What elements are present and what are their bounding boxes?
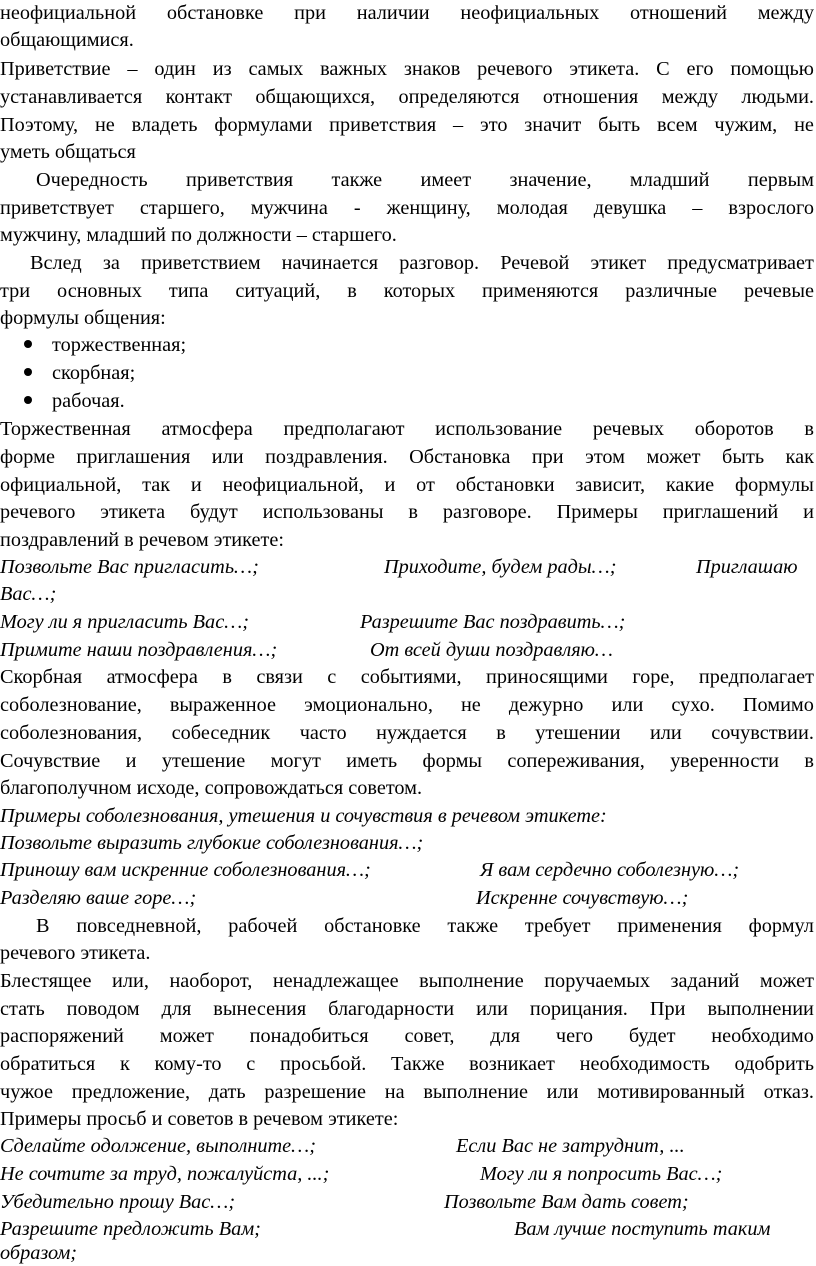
word: повседневной,: [76, 915, 202, 937]
text-line: [0, 1023, 814, 1049]
word: речевые: [743, 280, 814, 302]
word: дежурно: [508, 694, 584, 716]
word: событиями,: [360, 666, 462, 688]
word: порицания.: [529, 998, 628, 1020]
word: быть: [722, 446, 765, 468]
word: часто: [299, 722, 347, 744]
word: формулами: [214, 114, 313, 136]
word: отношений: [630, 2, 727, 24]
example-phrase: Разрешите Вас поздравить…;: [360, 611, 626, 633]
word: Скорбная: [0, 666, 83, 688]
text-line: [0, 664, 814, 690]
example-phrase: Могу ли я попросить Вас…;: [480, 1163, 723, 1185]
text-line: [36, 167, 814, 193]
word: или: [211, 446, 244, 468]
text-line: [0, 996, 814, 1022]
word: разрешение: [264, 1081, 367, 1103]
word: речевых: [592, 418, 665, 440]
word: сухо.: [671, 694, 715, 716]
word: при: [294, 2, 326, 24]
word: Очередность: [36, 169, 148, 191]
word: одобрить: [734, 1053, 814, 1075]
word: собеседник: [171, 722, 271, 744]
text-line: [0, 112, 814, 138]
example-phrase: образом;: [0, 1242, 78, 1264]
bullet-icon: [24, 368, 32, 376]
word: так: [142, 474, 171, 496]
word: С: [656, 58, 670, 80]
word: к: [119, 1053, 130, 1075]
example-phrase: Позвольте выразить глубокие соболезнования…;: [0, 832, 424, 854]
word: от: [416, 474, 435, 496]
word: Также: [390, 1053, 445, 1075]
word: наличии: [356, 2, 430, 24]
word: Речевой: [500, 252, 570, 274]
word: Торжественная: [0, 418, 131, 440]
word: неофициальных: [460, 2, 600, 24]
word: поводом: [66, 998, 140, 1020]
word: может: [159, 1025, 214, 1047]
text-line: [0, 720, 814, 746]
word: стать: [0, 998, 45, 1020]
word: между: [661, 86, 718, 108]
word: как: [785, 446, 814, 468]
text-line: [0, 499, 814, 525]
word: –: [453, 114, 464, 136]
word: связи: [256, 666, 303, 688]
list-item: скорбная;: [24, 360, 135, 386]
example-phrase: Приглашаю: [696, 556, 798, 578]
example-phrase: Не сочтите за труд, пожалуйста, ...;: [0, 1163, 330, 1185]
word: начинается: [281, 252, 379, 274]
word: В: [36, 915, 50, 937]
word: в: [804, 750, 814, 772]
word: заданий: [670, 970, 740, 992]
word: предложение,: [71, 1081, 191, 1103]
word: или,: [112, 970, 149, 992]
word: Помимо: [742, 694, 814, 716]
example-phrase: Примеры соболезнования, утешения и сочувствия в речевом этикете:: [0, 805, 607, 827]
text-line: [0, 968, 814, 994]
word: основных: [57, 280, 142, 302]
text-line: речевого этикета.: [0, 942, 151, 964]
word: Обстановка: [409, 446, 511, 468]
word: предполагает: [698, 666, 814, 688]
word: этикета: [100, 501, 166, 523]
word: молодая: [496, 197, 568, 219]
word: благодарности: [328, 998, 455, 1020]
word: вынесения: [213, 998, 307, 1020]
example-phrase: Примите наши поздравления…;: [0, 639, 278, 661]
word: –: [127, 58, 138, 80]
word: в: [222, 666, 232, 688]
word: выраженное: [169, 694, 277, 716]
word: применения: [617, 915, 722, 937]
word: не: [94, 114, 115, 136]
word: обратиться: [0, 1053, 96, 1075]
word: сочувствии.: [711, 722, 814, 744]
text-line: формулы общения:: [0, 307, 166, 329]
bullet-icon: [24, 340, 32, 348]
word: в: [347, 280, 357, 302]
word: приветствием: [140, 252, 261, 274]
word: чего: [555, 1025, 594, 1047]
text-line: общающимися.: [0, 29, 134, 51]
word: речевого: [477, 58, 553, 80]
word: понадобиться: [249, 1025, 369, 1047]
example-phrase: Разрешите предложить Вам;: [0, 1218, 261, 1240]
word: эмоционально,: [304, 694, 433, 716]
word: приглашения: [76, 446, 191, 468]
word: формулы: [734, 474, 814, 496]
word: знаков: [403, 58, 461, 80]
word: младший: [629, 169, 710, 191]
word: женщину,: [386, 197, 471, 219]
example-phrase: Я вам сердечно соболезную…;: [480, 859, 740, 881]
word: При: [649, 998, 686, 1020]
word: требует: [524, 915, 591, 937]
word: с: [327, 666, 337, 688]
word: отказ.: [763, 1081, 814, 1103]
example-phrase: Позвольте Вам дать совет;: [444, 1191, 689, 1213]
text-line: [0, 278, 814, 304]
word: за: [102, 252, 120, 274]
example-phrase: Если Вас не затруднит, ...: [456, 1135, 685, 1157]
word: выполнение: [419, 970, 524, 992]
word: разговоре.: [442, 501, 532, 523]
word: имеет: [420, 169, 472, 191]
word: людьми.: [741, 86, 814, 108]
word: наоборот,: [169, 970, 253, 992]
example-phrase: Убедительно прошу Вас…;: [0, 1191, 236, 1213]
word: может: [759, 970, 814, 992]
word: будет: [628, 1025, 676, 1047]
word: владеть: [131, 114, 198, 136]
word: его: [686, 58, 714, 80]
example-phrase: Приходите, будем рады…;: [384, 556, 617, 578]
word: поздравления.: [265, 446, 388, 468]
word: всем: [657, 114, 698, 136]
word: также: [447, 915, 499, 937]
word: может: [646, 446, 701, 468]
word: для: [161, 998, 192, 1020]
word: мотивированный: [597, 1081, 745, 1103]
word: горе,: [632, 666, 675, 688]
word: ситуаций,: [235, 280, 321, 302]
word: приветствует: [0, 197, 114, 219]
word: важных: [320, 58, 388, 80]
example-phrase: Искренне сочувствую…;: [476, 887, 689, 909]
text-line: [36, 913, 814, 939]
word: не: [794, 114, 814, 136]
word: Примеры: [556, 501, 638, 523]
text-line: [30, 250, 814, 276]
text-line: [0, 692, 814, 718]
text-line: [0, 84, 814, 110]
text-line: [0, 56, 814, 82]
word: и: [190, 474, 202, 496]
word: в: [408, 501, 418, 523]
word: необходимость: [579, 1053, 710, 1075]
word: речевого: [0, 501, 76, 523]
word: приглашений: [662, 501, 779, 523]
word: могут: [270, 750, 321, 772]
word: формул: [748, 915, 814, 937]
word: атмосфера: [106, 666, 198, 688]
word: самых: [248, 58, 304, 80]
list-item: торжественная;: [24, 332, 186, 358]
text-line: уметь общаться: [0, 141, 136, 163]
word: мужчина: [250, 197, 328, 219]
text-line: [0, 0, 814, 26]
word: совет,: [404, 1025, 455, 1047]
word: этикет: [590, 252, 647, 274]
word: чужое: [0, 1081, 53, 1103]
word: формы: [422, 750, 483, 772]
word: возникает: [469, 1053, 555, 1075]
word: или: [649, 722, 682, 744]
list-item: рабочая.: [24, 388, 125, 414]
word: неофициальной,: [222, 474, 364, 496]
word: или: [611, 694, 644, 716]
word: значение,: [509, 169, 592, 191]
word: поручаемых: [544, 970, 651, 992]
word: старшего,: [139, 197, 225, 219]
word: ненадлежащее: [272, 970, 399, 992]
word: с: [246, 1053, 256, 1075]
word: соболезнование,: [0, 694, 142, 716]
word: первым: [747, 169, 814, 191]
word: использованы: [262, 501, 384, 523]
word: значит: [524, 114, 582, 136]
word: оборотов: [694, 418, 774, 440]
text-line: [0, 1051, 814, 1077]
word: различные: [625, 280, 717, 302]
word: применяются: [482, 280, 599, 302]
word: быть: [598, 114, 641, 136]
word: обстановке: [166, 2, 264, 24]
word: девушка: [593, 197, 667, 219]
bullet-icon: [24, 396, 32, 404]
word: атмосфера: [161, 418, 253, 440]
example-phrase: Могу ли я пригласить Вас…;: [0, 611, 249, 633]
word: также: [331, 169, 383, 191]
word: приветствия: [186, 169, 294, 191]
text-line: [0, 444, 814, 470]
word: в: [804, 418, 814, 440]
text-line: Примеры просьб и советов в речевом этикете:: [0, 1108, 399, 1130]
word: разговор.: [399, 252, 480, 274]
word: чужим,: [714, 114, 778, 136]
word: контакт: [165, 86, 232, 108]
word: или: [476, 998, 508, 1020]
word: Сочувствие: [0, 750, 101, 772]
word: этикета.: [569, 58, 640, 80]
example-phrase: От всей души поздравляю…: [370, 639, 613, 661]
text-line: мужчину, младший по должности – старшего.: [0, 224, 397, 246]
word: обстановки: [455, 474, 555, 496]
word: кому-то: [154, 1053, 222, 1075]
word: использование: [435, 418, 563, 440]
example-phrase: Сделайте одолжение, выполните…;: [0, 1135, 316, 1157]
word: какие: [665, 474, 715, 496]
word: дать: [208, 1081, 246, 1103]
word: в: [496, 722, 506, 744]
word: официальной,: [0, 474, 122, 496]
word: выполнение: [423, 1081, 528, 1103]
word: приносящими: [486, 666, 608, 688]
word: которых: [383, 280, 456, 302]
word: необходимо: [711, 1025, 814, 1047]
word: предполагают: [283, 418, 405, 440]
word: не: [460, 694, 481, 716]
example-phrase: Вам лучше поступить таким: [514, 1218, 771, 1240]
text-line: [0, 416, 814, 442]
word: определяются: [398, 86, 520, 108]
word: и: [803, 501, 814, 523]
text-line: поздравлений в речевом этикете:: [0, 529, 285, 551]
word: предусматривает: [667, 252, 814, 274]
word: и: [384, 474, 396, 496]
word: или: [546, 1081, 579, 1103]
word: приветствия: [329, 114, 437, 136]
word: нуждается: [376, 722, 467, 744]
text-line: [0, 748, 814, 774]
word: три: [0, 280, 31, 302]
word: при: [531, 446, 564, 468]
word: иметь: [346, 750, 398, 772]
word: взрослого: [728, 197, 814, 219]
word: общающихся,: [255, 86, 376, 108]
text-line: [0, 472, 814, 498]
example-phrase: Позвольте Вас пригласить…;: [0, 556, 259, 578]
word: на: [384, 1081, 405, 1103]
word: -: [353, 197, 361, 219]
word: Вслед: [30, 252, 82, 274]
word: это: [480, 114, 508, 136]
word: распоряжений: [0, 1025, 124, 1047]
word: для: [490, 1025, 521, 1047]
example-phrase: Разделяю ваше горе…;: [0, 887, 197, 909]
word: неофициальной: [0, 2, 137, 24]
word: зависит,: [575, 474, 646, 496]
word: соболезнования,: [0, 722, 143, 744]
text-line: благополучном исходе, сопровождаться советом.: [0, 777, 423, 799]
word: –: [692, 197, 703, 219]
word: и: [125, 750, 137, 772]
word: между: [757, 2, 814, 24]
word: Блестящее: [0, 970, 92, 992]
word: будут: [190, 501, 238, 523]
word: сопереживания,: [507, 750, 645, 772]
word: рабочей: [228, 915, 298, 937]
word: утешении: [535, 722, 621, 744]
word: устанавливается: [0, 86, 143, 108]
text-line: [0, 195, 814, 221]
word: утешение: [161, 750, 246, 772]
word: помощью: [730, 58, 814, 80]
word: этом: [585, 446, 626, 468]
word: типа: [168, 280, 209, 302]
word: форме: [0, 446, 55, 468]
example-phrase: Вас…;: [0, 583, 57, 605]
word: Поэтому,: [0, 114, 79, 136]
word: Приветствие: [0, 58, 111, 80]
word: обстановке: [324, 915, 421, 937]
word: отношения: [542, 86, 639, 108]
word: из: [212, 58, 232, 80]
word: выполнении: [707, 998, 814, 1020]
word: один: [154, 58, 196, 80]
word: уверенности: [670, 750, 780, 772]
example-phrase: Приношу вам искренние соболезнования…;: [0, 859, 371, 881]
text-line: [0, 1079, 814, 1105]
word: просьбой.: [279, 1053, 367, 1075]
